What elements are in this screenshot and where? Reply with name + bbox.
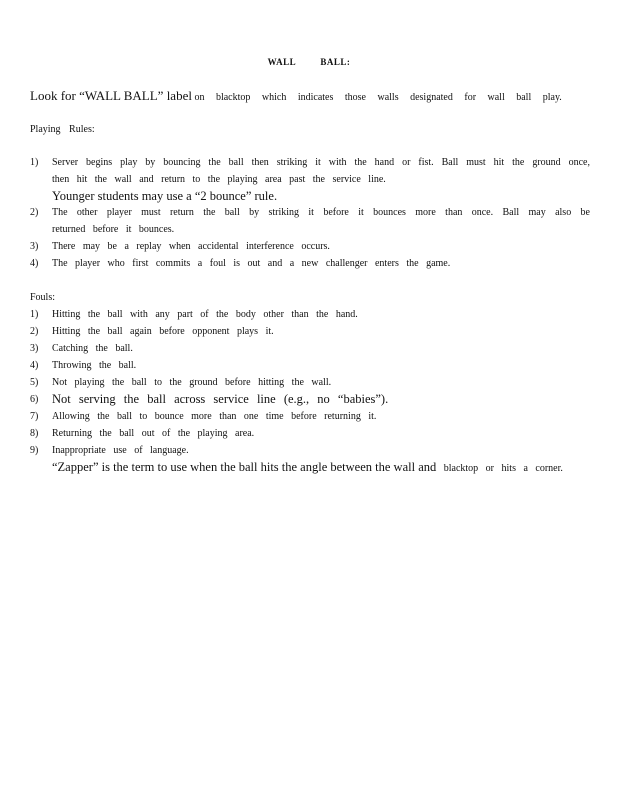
foul-item	[30, 340, 590, 357]
foul-number: 2)	[30, 326, 39, 337]
foul-text: Inappropriate use of language.	[52, 445, 189, 456]
foul-number: 6)	[30, 394, 39, 405]
foul-text: Returning the ball out of the playing area.	[52, 428, 255, 439]
foul-item	[30, 323, 590, 340]
foul-item	[30, 391, 590, 408]
rule-item	[30, 255, 590, 272]
foul-item	[30, 306, 590, 323]
rule-item	[30, 238, 590, 255]
foul-number: 8)	[30, 428, 39, 439]
foul-text: Throwing the ball.	[52, 360, 137, 371]
foul-number: 1)	[30, 309, 39, 320]
foul-number: 3)	[30, 343, 39, 354]
foul-text: Not playing the ball to the ground before hitting the wall.	[52, 377, 332, 388]
rule-note: Younger students may use a “2 bounce” rule.	[52, 189, 278, 203]
rule-text: Server begins play by bouncing the ball then striking it with the hand or fist. Ball must hit the ground once, then hit the wall and return to the playing area past the service line.	[52, 157, 590, 185]
foul-number: 7)	[30, 411, 39, 422]
intro-lead: Look for “WALL BALL” label	[30, 88, 192, 103]
zapper-note-lead: “Zapper” is the term to use when the ball hits the angle between the wall and	[52, 460, 437, 474]
foul-item	[30, 374, 590, 391]
rules-heading: Playing Rules:	[30, 124, 95, 135]
foul-item	[30, 425, 590, 442]
foul-item	[30, 357, 590, 374]
foul-item	[30, 408, 590, 425]
rule-number: 1)	[30, 157, 39, 168]
foul-number: 4)	[30, 360, 39, 371]
foul-number: 5)	[30, 377, 39, 388]
fouls-heading: Fouls:	[30, 292, 56, 303]
rule-item	[30, 204, 590, 238]
rule-number: 4)	[30, 258, 39, 269]
rule-text: The player who first commits a foul is out and a new challenger enters the game.	[52, 258, 451, 269]
rule-item	[30, 154, 590, 204]
foul-item	[30, 442, 590, 477]
page-title: WALL BALL:	[267, 57, 351, 67]
foul-text: Not serving the ball across service line (e.g., no “babies”).	[52, 392, 389, 406]
rule-text: There may be a replay when accidental interference occurs.	[52, 241, 330, 252]
rule-number: 3)	[30, 241, 39, 252]
rule-number: 2)	[30, 207, 39, 218]
intro-rest: on blacktop which indicates those walls designated for wall ball play.	[194, 92, 562, 103]
foul-text: Hitting the ball again before opponent plays it.	[52, 326, 274, 337]
foul-text: Catching the ball.	[52, 343, 133, 354]
rule-text: The other player must return the ball by striking it before it bounces more than once. Ball may also be returned before it bounces.	[52, 207, 590, 235]
foul-text: Allowing the ball to bounce more than one time before returning it.	[52, 411, 377, 422]
rules-list	[30, 154, 590, 272]
foul-text: Hitting the ball with any part of the body other than the hand.	[52, 309, 358, 320]
intro-text	[30, 88, 590, 104]
fouls-list	[30, 306, 590, 477]
zapper-note	[52, 459, 590, 477]
foul-number: 9)	[30, 445, 39, 456]
zapper-note-rest: blacktop or hits a corner.	[443, 463, 563, 474]
